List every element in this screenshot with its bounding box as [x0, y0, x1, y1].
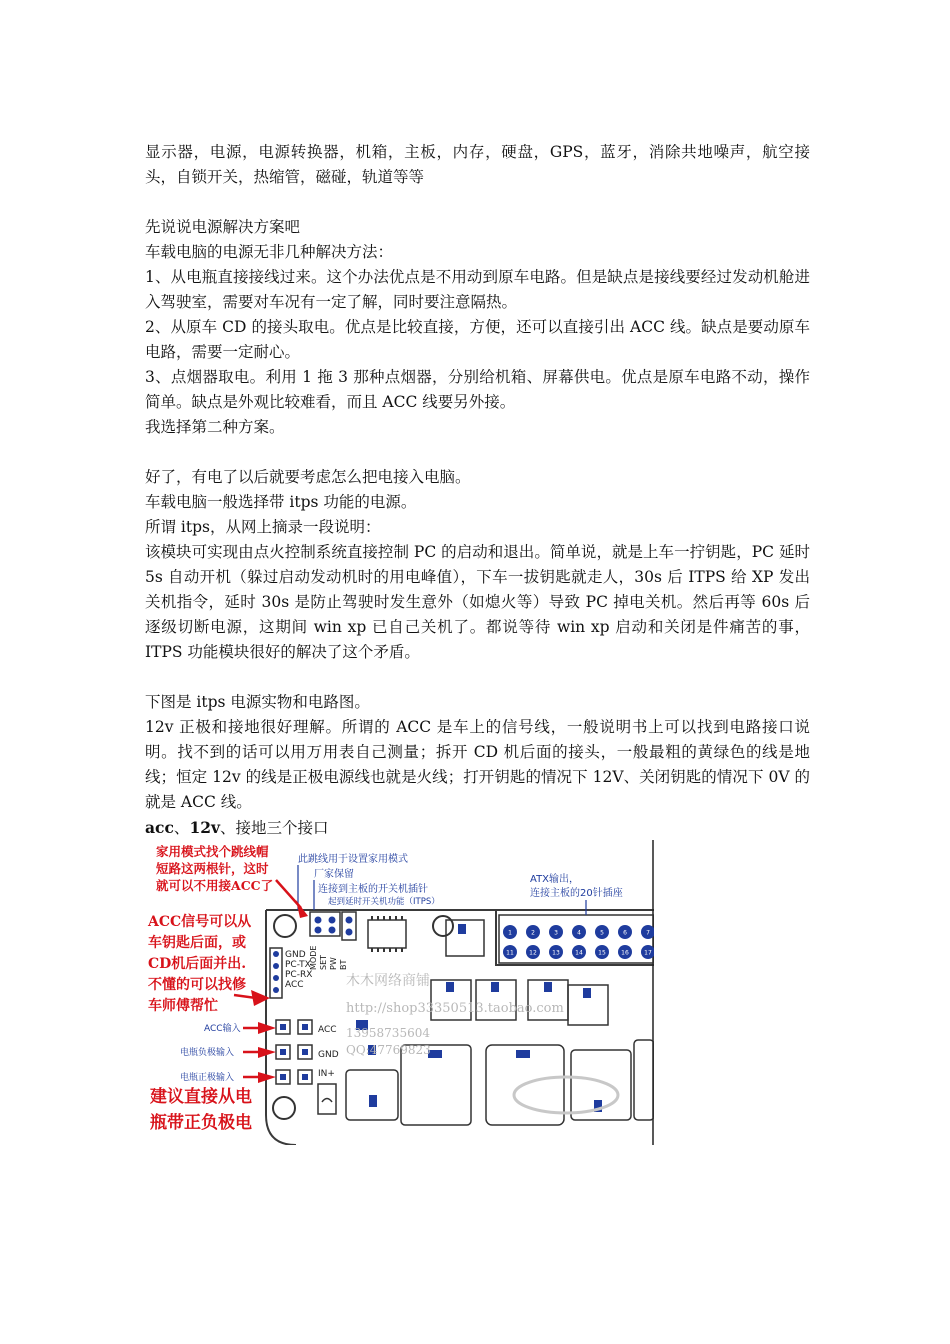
terminal-label-gnd: GND [318, 1050, 339, 1060]
paragraph-itps-choice: 车载电脑一般选择带 itps 功能的电源。 [145, 493, 417, 511]
mounting-hole [274, 915, 296, 937]
red-note-acc-line4: 不懂的可以找修 [148, 977, 246, 993]
paragraph-itps-quote-intro: 所谓 itps，从网上摘录一段说明： [145, 518, 381, 536]
blue-annotations [298, 852, 623, 907]
atx-output-note-line2: 连接主板的20针插座 [530, 888, 623, 899]
paragraph-power-heading: 先说说电源解决方案吧 [145, 218, 301, 236]
red-note-battery-line1: 建议直接从电 [150, 1087, 252, 1107]
caption-acc: acc [145, 818, 174, 837]
blank-line [145, 665, 810, 690]
itps-delay-note: 起到延时开关机功能（ITPS） [328, 897, 440, 907]
pin-label-pc-rx: PC-RX [285, 970, 313, 980]
blank-line [145, 190, 810, 215]
body-text [145, 140, 810, 841]
paragraph-components: 显示器，电源，电源转换器，机箱，主板，内存，硬盘，GPS，蓝牙，消除共地噪声，航空接头，自锁开关，热缩管，磁碰，轨道等等 [145, 143, 810, 186]
mounting-hole [273, 1097, 295, 1119]
input-labels [180, 1022, 241, 1083]
paragraph-acc-explanation: 12v 正极和接地很好理解。所谓的 ACC 是车上的信号线，一般说明书上可以找到电路接口说明。找不到的话可以用万用表自己测量；拆开 CD 机后面的接头，一般最粗的黄绿色的线是地线；恒定 12v 的线是正极电源线也就是火线；打开钥匙的情况下 12V、关闭钥匙的情况下 0V 的就是 ACC 线。 [145, 718, 810, 811]
red-note-acc-line3: CD机后面并出. [148, 956, 247, 972]
input-label-battery-negative: 电瓶负极输入 [180, 1048, 235, 1058]
label-mode: MODE [309, 945, 318, 970]
fuse-symbol [322, 1099, 332, 1103]
blank-line [145, 440, 810, 465]
chip-pins [372, 916, 402, 952]
atx-pin-number: 3 [554, 929, 558, 937]
jumper-vertical-labels [309, 946, 348, 970]
atx-pin-number: 7 [646, 929, 650, 937]
jumper-pins [315, 917, 336, 934]
atx-pin-number: 1 [508, 929, 512, 937]
watermark-qq: QQ:47769823 [346, 1043, 431, 1057]
atx-pin-grid [503, 925, 654, 959]
button-pin [346, 929, 353, 936]
paragraph-choice: 我选择第二种方案。 [145, 418, 285, 436]
caption-three-connectors [145, 815, 810, 841]
itps-board-photo [146, 840, 654, 1145]
atx-pin-number: 5 [600, 929, 604, 937]
terminal-label-in-plus: IN+ [318, 1069, 335, 1079]
paragraph-option-2: 2、从原车 CD 的接头取电。优点是比较直接，方便，还可以直接引出 ACC 线。缺点是要动原车电路，需要一定耐心。 [145, 318, 810, 361]
input-label-acc: ACC输入 [204, 1024, 241, 1034]
button-header [342, 912, 356, 940]
caption-12v: 12v [189, 818, 221, 837]
atx-pin-number: 15 [598, 949, 606, 957]
paragraph-option-1: 1、从电瓶直接接线过来。这个办法优点是不用动到原车电路。但是缺点是接线要经过发动机舱进入驾驶室，需要对车况有一定了解，同时要注意隔热。 [145, 268, 810, 311]
paragraph-figure-intro: 下图是 itps 电源实物和电路图。 [145, 693, 370, 711]
watermark-phone: 13958735604 [346, 1026, 430, 1040]
watermark-url: http://shop33350513.taobao.com [346, 1001, 564, 1016]
paragraph-option-3: 3、点烟器取电。利用 1 拖 3 那种点烟器，分别给机箱、屏幕供电。优点是原车电路不动，操作简单。缺点是外观比较难看，而且 ACC 线要另外接。 [145, 368, 810, 411]
atx-pin-number: 16 [621, 949, 629, 957]
red-note-top-line1: 家用模式找个跳线帽 [156, 844, 269, 859]
red-note-acc-line5: 车师傅帮忙 [148, 998, 218, 1014]
atx-pin-number: 4 [577, 929, 581, 937]
caption-rest: 、接地三个接口 [220, 819, 329, 837]
jumper-header [310, 912, 340, 936]
atx-output-note-line1: ATX输出， [530, 874, 580, 885]
label-set: SET [319, 954, 328, 970]
atx-pin-number: 11 [506, 949, 514, 957]
red-notes [147, 844, 273, 1133]
atx-pin-number: 2 [531, 929, 535, 937]
caption-sep: 、 [173, 819, 190, 837]
control-chip [368, 920, 406, 948]
red-note-acc-line1: ACC信号可以从 [148, 914, 252, 930]
terminal-labels [318, 1025, 339, 1079]
atx-pin-number: 14 [575, 949, 583, 957]
pin-label-pc-tx: PC-TX [285, 960, 311, 970]
jumper-mode-note: 此跳线用于设置家用模式 [298, 854, 408, 865]
label-bt: BT [339, 959, 348, 970]
pin-label-acc: ACC [285, 980, 304, 990]
atx-pin-number: 13 [552, 949, 560, 957]
itps-board-diagram [146, 840, 654, 1145]
capacitor-pads [356, 924, 602, 1112]
input-terminals [276, 1020, 312, 1084]
button-pin [346, 917, 353, 924]
label-pw: PW [329, 957, 338, 970]
power-switch-note: 连接到主板的开关机插针 [318, 884, 428, 895]
factory-reserved-note: 厂家保留 [314, 869, 354, 880]
atx-pin-number: 12 [529, 949, 537, 957]
terminal-label-acc: ACC [318, 1025, 337, 1035]
watermark-shop-name: 木木网络商铺 [346, 973, 430, 989]
watermark-swoosh [514, 1077, 618, 1113]
red-note-acc-line2: 车钥匙后面，或 [148, 935, 246, 951]
paragraph-power-intro: 车载电脑的电源无非几种解决方法： [145, 243, 394, 261]
paragraph-connect: 好了，有电了以后就要考虑怎么把电接入电脑。 [145, 468, 471, 486]
serial-pins [273, 951, 279, 993]
red-note-top-line2: 短路这两根针，这时 [156, 861, 269, 876]
pin-label-gnd: GND [285, 950, 306, 960]
mounting-hole [433, 916, 453, 936]
red-arrows [251, 900, 308, 1083]
atx-pin-number: 6 [623, 929, 627, 937]
red-note-top-line3: 就可以不用接ACC了 [156, 878, 274, 893]
atx-pin-number: 17 [644, 949, 652, 957]
red-note-battery-line2: 瓶带正负极电 [150, 1113, 252, 1133]
paragraph-itps-description: 该模块可实现由点火控制系统直接控制 PC 的启动和退出。简单说，就是上车一拧钥匙，PC 延时 5s 自动开机（躲过启动发动机时的用电峰值），下车一拔钥匙就走人，30s 后 ITPS 给 XP 发出关机指令，延时 30s 是防止驾驶时发生意外（如熄火等）导致 PC 掉电关机。然后再等 60s 后逐级切断电源，这期间 win xp 已自己关机了。都说等待 win xp 启动和关闭是件痛苦的事，ITPS 功能模块很好的解决了这个矛盾。 [145, 543, 810, 661]
input-label-battery-positive: 电瓶正极输入 [180, 1073, 235, 1083]
